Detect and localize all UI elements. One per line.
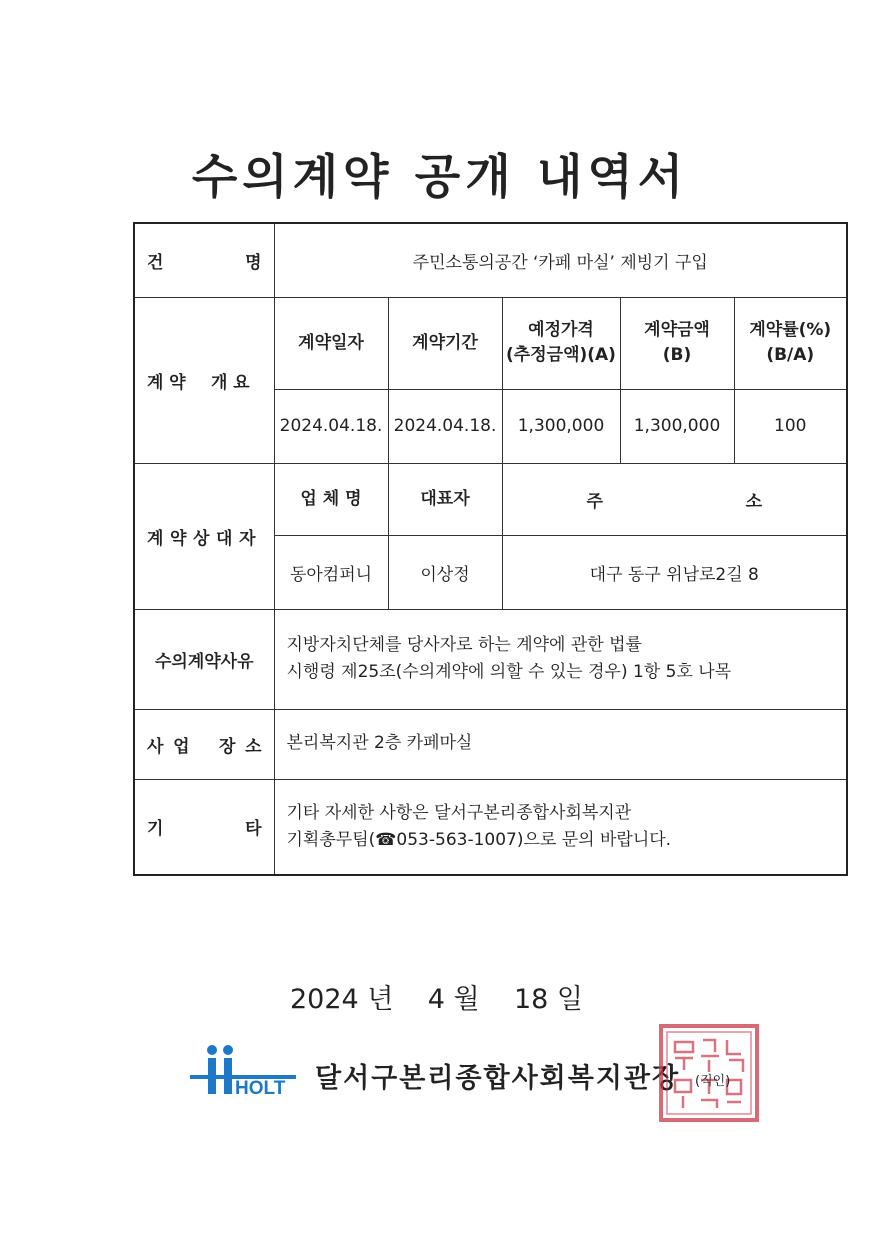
row-reason bbox=[134, 609, 847, 709]
label-counterparty: 계 약 상 대 자 bbox=[134, 463, 274, 609]
header-contract-amount: 계약금액 (B) bbox=[620, 297, 734, 389]
value-etc: 기타 자세한 사항은 달서구본리종합사회복지관 기획총무팀(☎053-563-1007)으로 문의 바랍니다. bbox=[274, 779, 847, 875]
value-address: 대구 동구 위남로2길 8 bbox=[502, 535, 847, 609]
holt-logo bbox=[188, 1042, 300, 1100]
label-place: 사 업 장 소 bbox=[134, 709, 274, 779]
value-reason: 지방자치단체를 당사자로 하는 계약에 관한 법률 시행령 제25조(수의계약에 의할 수 있는 경우) 1항 5호 나목 bbox=[274, 609, 847, 709]
row-name bbox=[134, 223, 847, 297]
issue-date: 2024 년 4 월 18 일 bbox=[290, 984, 584, 1015]
value-contract-rate: 100 bbox=[734, 389, 847, 463]
row-summary-header bbox=[134, 297, 847, 389]
contract-table bbox=[133, 222, 848, 876]
header-representative: 대표자 bbox=[388, 463, 502, 535]
value-estimated-price: 1,300,000 bbox=[502, 389, 620, 463]
header-address: 주 소 bbox=[502, 463, 847, 535]
organization-name: 달서구본리종합사회복지관장 bbox=[315, 1063, 681, 1094]
value-place: 본리복지관 2층 카페마실 bbox=[274, 709, 847, 779]
seal-note: (직인) bbox=[695, 1074, 731, 1089]
label-summary: 계 약 개 요 bbox=[134, 297, 274, 463]
header-estimated-price: 예정가격 (추정금액)(A) bbox=[502, 297, 620, 389]
value-company-name: 동아컴퍼니 bbox=[274, 535, 388, 609]
contract-name-value: 주민소통의공간 ‘카페 마실’ 제빙기 구입 bbox=[274, 223, 847, 297]
header-contract-rate: 계약률(%) (B/A) bbox=[734, 297, 847, 389]
svg-text:HOLT: HOLT bbox=[235, 1078, 286, 1099]
row-etc bbox=[134, 779, 847, 875]
header-contract-date: 계약일자 bbox=[274, 297, 388, 389]
label-reason: 수의계약사유 bbox=[134, 609, 274, 709]
row-counterparty-header bbox=[134, 463, 847, 535]
label-name: 건 명 bbox=[134, 223, 274, 297]
row-place bbox=[134, 709, 847, 779]
header-company-name: 업 체 명 bbox=[274, 463, 388, 535]
header-contract-period: 계약기간 bbox=[388, 297, 502, 389]
label-etc: 기 타 bbox=[134, 779, 274, 875]
page-title: 수의계약 공개 내역서 bbox=[191, 150, 689, 205]
value-contract-amount: 1,300,000 bbox=[620, 389, 734, 463]
value-representative: 이상정 bbox=[388, 535, 502, 609]
value-contract-period: 2024.04.18. bbox=[388, 389, 502, 463]
value-contract-date: 2024.04.18. bbox=[274, 389, 388, 463]
